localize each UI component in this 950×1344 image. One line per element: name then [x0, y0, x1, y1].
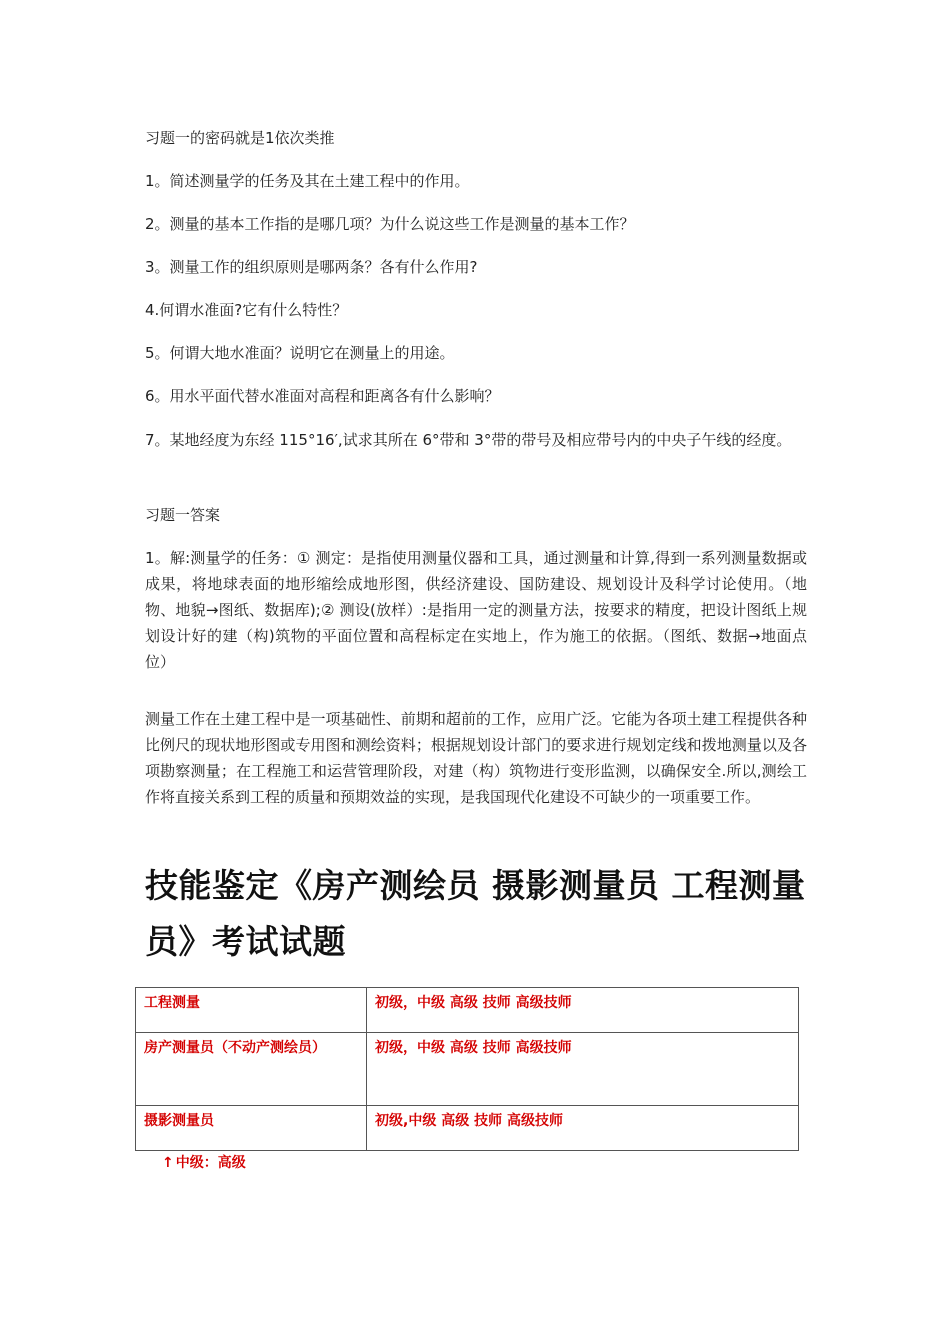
answer-2: 测量工作在土建工程中是一项基础性、前期和超前的工作，应用广泛。它能为各项土建工程提供各种比例尺的现状地形图或专用图和测绘资料；根据规划设计部门的要求进行规划定线和拨地测量以及各项勘察测量；在工程施工和运营管理阶段，对建（构）筑物进行变形监测，以确保安全.所以,测绘工作将直接关系到工程的质量和预期效益的实现，是我国现代化建设不可缺少的一项重要工作。: [145, 710, 807, 806]
question-5: 5。何谓大地水准面？说明它在测量上的用途。: [145, 344, 455, 362]
question-2: 2。测量的基本工作指的是哪几项？为什么说这些工作是测量的基本工作？: [145, 215, 635, 233]
job-title-cell: 房产测量员（不动产测绘员）: [136, 1033, 367, 1106]
job-title-cell: 摄影测量员: [136, 1106, 367, 1151]
answer-1: 1。解:测量学的任务：① 测定：是指使用测量仪器和工具，通过测量和计算,得到一系列测量数据或成果，将地球表面的地形缩绘成地形图，供经济建设、国防建设、规划设计及科学讨论使用。（地物、地貌→图纸、数据库);② 测设(放样）:是指用一定的测量方法，按要求的精度，把设计图纸上规划设计好的建（构)筑物的平面位置和高程标定在实地上，作为施工的依据。（图纸、数据→地面点位）: [145, 549, 807, 671]
levels-cell: 初级,中级 高级 技师 高级技师: [367, 1106, 799, 1151]
question-3: 3。测量工作的组织原则是哪两条？各有什么作用?: [145, 258, 478, 276]
levels-cell: 初级，中级 高级 技师 高级技师: [367, 988, 799, 1033]
question-7: 7。某地经度为东经 115°16′,试求其所在 6°带和 3°带的带号及相应带号内的中央子午线的经度。: [145, 431, 792, 449]
skill-levels-table: [135, 987, 799, 1151]
intro-line: 习题一的密码就是1依次类推: [145, 129, 335, 147]
table-row: [136, 1033, 799, 1106]
exam-heading: 技能鉴定《房产测绘员 摄影测量员 工程测量员》考试试题: [145, 866, 806, 961]
footnote-text: 中级：高级: [175, 1155, 246, 1171]
table-row: [136, 1106, 799, 1151]
answer-title: 习题一答案: [145, 506, 221, 524]
table-row: [136, 988, 799, 1033]
up-arrow-icon: ↑: [162, 1155, 174, 1171]
question-1: 1。简述测量学的任务及其在土建工程中的作用。: [145, 172, 470, 190]
question-6: 6。用水平面代替水准面对高程和距离各有什么影响？: [145, 387, 500, 405]
levels-cell: 初级，中级 高级 技师 高级技师: [367, 1033, 799, 1106]
level-footnote: [162, 1152, 246, 1174]
question-4: 4.何谓水准面?它有什么特性？: [145, 301, 348, 319]
job-title-cell: 工程测量: [136, 988, 367, 1033]
